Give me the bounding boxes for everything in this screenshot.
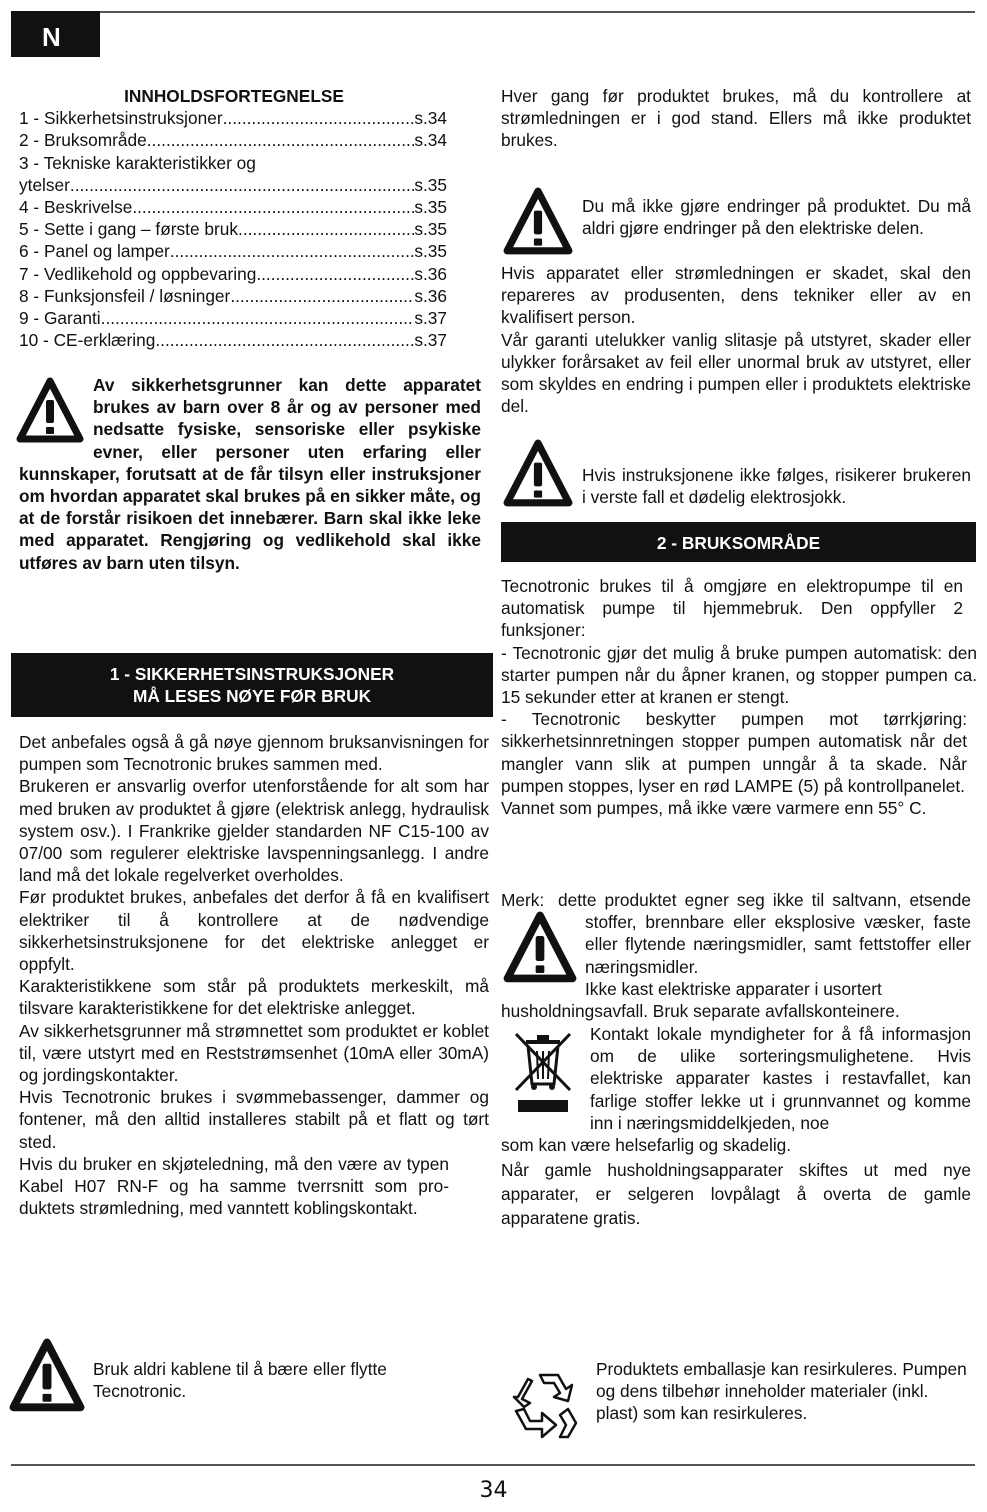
toc-title: INNHOLDSFORTEGNELSE (124, 86, 344, 106)
paragraph: Hvis du bruker en skjøteledning, må den være av typen Kabel H07 RN-F og ha samme tverrsnitt som pro-duktets strømledning, med vanntett koblingskontakt. (19, 1153, 449, 1219)
weee-end: som kan være helsefarlig og skadelig. (501, 1135, 792, 1155)
toc-item-label: 1 - Sikkerhetsinstruksjoner (19, 108, 223, 129)
page-number: 34 (479, 1478, 508, 1503)
weee-line2: husholdningsavfall. Bruk separate avfallskonteinere. (501, 1001, 900, 1021)
warning-cable-text: Bruk aldri kablene til å bære eller flytte Tecnotronic. (93, 1359, 387, 1402)
warning-icon (503, 186, 573, 263)
toc-item-label: 6 - Panel og lamper (19, 241, 170, 262)
toc-item-page: s.35 (414, 241, 447, 262)
toc-list (19, 107, 449, 351)
recycle-icon (510, 1367, 588, 1452)
function-2: - Tecnotronic beskytter pumpen mot tørrkjøring: sikkerhetsinnretningen stopper pumpen automatisk når det mangler vann slik at pumpen unngår å ta skade. Når pumpen stoppes, lyser en rød LAMPE (5) på kontrollpanelet. (501, 709, 967, 796)
section2-title: 2 - BRUKSOMRÅDE (656, 533, 821, 553)
note-label: Merk: (501, 890, 545, 910)
toc-item-label: 4 - Beskrivelse (19, 197, 133, 218)
table-of-contents (19, 85, 449, 351)
toc-item-page: s.37 (414, 308, 447, 329)
top-rule (100, 11, 975, 13)
toc-leader-dots (238, 218, 414, 240)
toc-item-page: s.35 (414, 197, 447, 218)
warning-icon (503, 910, 577, 991)
guarantee-paragraph: Vår garanti utelukker vanlig slitasje på utstyret, skader eller ulykker forårsaket av feil eller unormal bruk av utstyret, eller som skyldes en endring i pumpen eller i produktets elektriske del. (501, 329, 971, 417)
recycle-text: Produktets emballasje kan resirkuleres. Pumpen og dens tilbehør inneholder materialer (inkl. plast) som kan resirkuleres. (596, 1359, 967, 1424)
toc-item-label: 2 - Bruksområde (19, 130, 147, 151)
toc-item (19, 329, 447, 351)
retailer-text: Når gamle husholdningsapparater skiftes ut med nye apparater, er selgeren lovpålagt å overta de gamle apparatene gratis. (501, 1160, 971, 1228)
toc-leader-dots (256, 263, 414, 285)
toc-leader-dots (147, 129, 415, 151)
toc-item (19, 285, 447, 307)
function-1: - Tecnotronic gjør det mulig å bruke pumpen automatisk: den starter pumpen når du åpner kranen, og stopper pumpen ca. 15 sekunder etter at kranen er stengt. (501, 642, 977, 708)
toc-leader-dots (101, 307, 415, 329)
paragraph: Av sikkerhetsgrunner må strømnettet som produktet er koblet til, være utstyrt med en Reststrømsenhet (10mA eller 30mA) og jordingskontakter. (19, 1020, 489, 1086)
intro-text: Hver gang før produktet brukes, må du kontrollere at strømledningen er i god stand. Ellers må ikke produktet brukes. (501, 86, 971, 151)
toc-item (19, 218, 447, 240)
paragraph: Karakteristikkene som står på produktets merkeskilt, må tilsvare karakteristikkene for det elektriske anlegget. (19, 976, 489, 1019)
paragraph: Hvis Tecnotronic brukes i svømmebassenger, dammer og fontener, må den alltid installeres stabilt på et flatt og tørt sted. (19, 1087, 489, 1152)
warning-modify-text: Du må ikke gjøre endringer på produktet. Du må aldri gjøre endringer på den elektriske delen. (582, 196, 971, 239)
note-text: dette produktet egner seg ikke til saltvann, etsende stoffer, brennbare eller eksplosive væsker, faste eller flytende næringsmidler, samt fettstoffer eller næringsmidler. (558, 890, 971, 977)
toc-leader-dots (230, 285, 414, 307)
toc-item-page: s.35 (414, 219, 447, 240)
paragraph: Brukeren er ansvarlig overfor utenforstående for alt som har med bruken av produktet å gjøre (elektrisk anlegg, hydraulisk system osv.). I Frankrike gjelder standarden NF C15-100 av 07/00 som regulerer elektriske lavspenningsanlegg. I andre land må det lokale regelverket overholdes. (19, 776, 489, 886)
toc-item-label: 5 - Sette i gang – første bruk (19, 219, 239, 240)
toc-item-label: 3 - Tekniske karakteristikker og (19, 152, 256, 173)
usage-intro: Tecnotronic brukes til å omgjøre en elektropumpe til en automatisk pumpe til hjemmebruk. Den oppfyller 2 funksjoner: (501, 576, 963, 641)
section1-title-line2: MÅ LESES NØYE FØR BRUK (132, 686, 372, 706)
toc-item-page: s.36 (414, 285, 447, 306)
toc-item (19, 263, 447, 285)
toc-item-label: 8 - Funksjonsfeil / løsninger (19, 285, 231, 306)
toc-item-page: s.35 (414, 174, 447, 195)
bottom-rule (11, 1464, 975, 1466)
weee-text: Kontakt lokale myndigheter for å få informasjon om de ulike sorteringsmulighetene. Hvis elektriske apparater kastes i restavfallet, kan farlige stoffer lekke ut i grunnvannet og komme inn i næringsmiddelkjeden, noe (590, 1024, 971, 1133)
section1-body (19, 731, 489, 1219)
toc-item (19, 107, 447, 129)
water-temp: Vannet som pumpes, må ikke være varmere enn 55° C. (501, 798, 927, 819)
warning-children-paragraph: Av sikkerhetsgrunner kan dette apparatet brukes av barn over 8 år og av personer med nedsatte fysiske, sensoriske eller psykiske evner, eller personer uten erfaring eller kunnskaper, forutsatt at de får tilsyn eller instruksjoner om hvordan apparatet skal brukes på en sikker måte, og at de forstår risikoen det innebærer. Barn skal ikke leke med apparatet. Rengjøring og vedlikehold skal ikke utføres av barn uten tilsyn. (19, 375, 481, 573)
warning-shock-text: Hvis instruksjonene ikke følges, risikerer brukeren i verste fall et dødelig elektrosjokk. (582, 465, 971, 508)
toc-item (19, 174, 447, 196)
toc-item-page: s.36 (414, 263, 447, 284)
toc-leader-dots (132, 196, 414, 218)
toc-item-label: 10 - CE-erklæring (19, 330, 156, 351)
warning-icon (503, 438, 573, 515)
toc-item (19, 152, 447, 174)
damage-paragraph: Hvis apparatet eller strømledningen er skadet, skal den repareres av produsenten, dens tekniker eller av en kvalifisert person. (501, 263, 971, 328)
toc-item-label: 9 - Garanti (19, 308, 101, 329)
crossed-bin-icon (510, 1026, 576, 1123)
toc-item-page: s.37 (414, 330, 447, 351)
toc-item-label: 7 - Vedlikehold og oppbevaring (19, 263, 257, 284)
toc-leader-dots (170, 240, 415, 262)
language-badge (11, 11, 100, 57)
toc-leader-dots (223, 107, 415, 129)
warning-children-text (19, 374, 481, 574)
toc-item (19, 196, 447, 218)
toc-item (19, 129, 447, 151)
section1-title-line1: 1 - SIKKERHETSINSTRUKSJONER (109, 664, 395, 684)
damage-text (501, 262, 971, 417)
section2-body (501, 575, 977, 819)
section2-header (501, 522, 976, 562)
toc-leader-dots (155, 329, 414, 351)
paragraph: Før produktet brukes, anbefales det derfor å få en kvalifisert elektriker til å kontrollere at de nødvendige sikkerhetsinstruksjonene for det elektriske anlegget er oppfylt. (19, 887, 489, 975)
section1-header (11, 653, 493, 717)
toc-item-page: s.34 (414, 108, 447, 129)
toc-item-label: ytelser (19, 174, 70, 195)
toc-leader-dots (70, 174, 414, 196)
toc-item-page: s.34 (414, 130, 447, 151)
warning-icon (9, 1336, 85, 1421)
paragraph: Det anbefales også å gå nøye gjennom bruksanvisningen for pumpen som Tecnotronic brukes sammen med. (19, 732, 489, 775)
language-code: N (42, 22, 61, 52)
weee-line1: Ikke kast elektriske apparater i usortert (585, 979, 882, 999)
toc-item (19, 307, 447, 329)
toc-item (19, 240, 447, 262)
